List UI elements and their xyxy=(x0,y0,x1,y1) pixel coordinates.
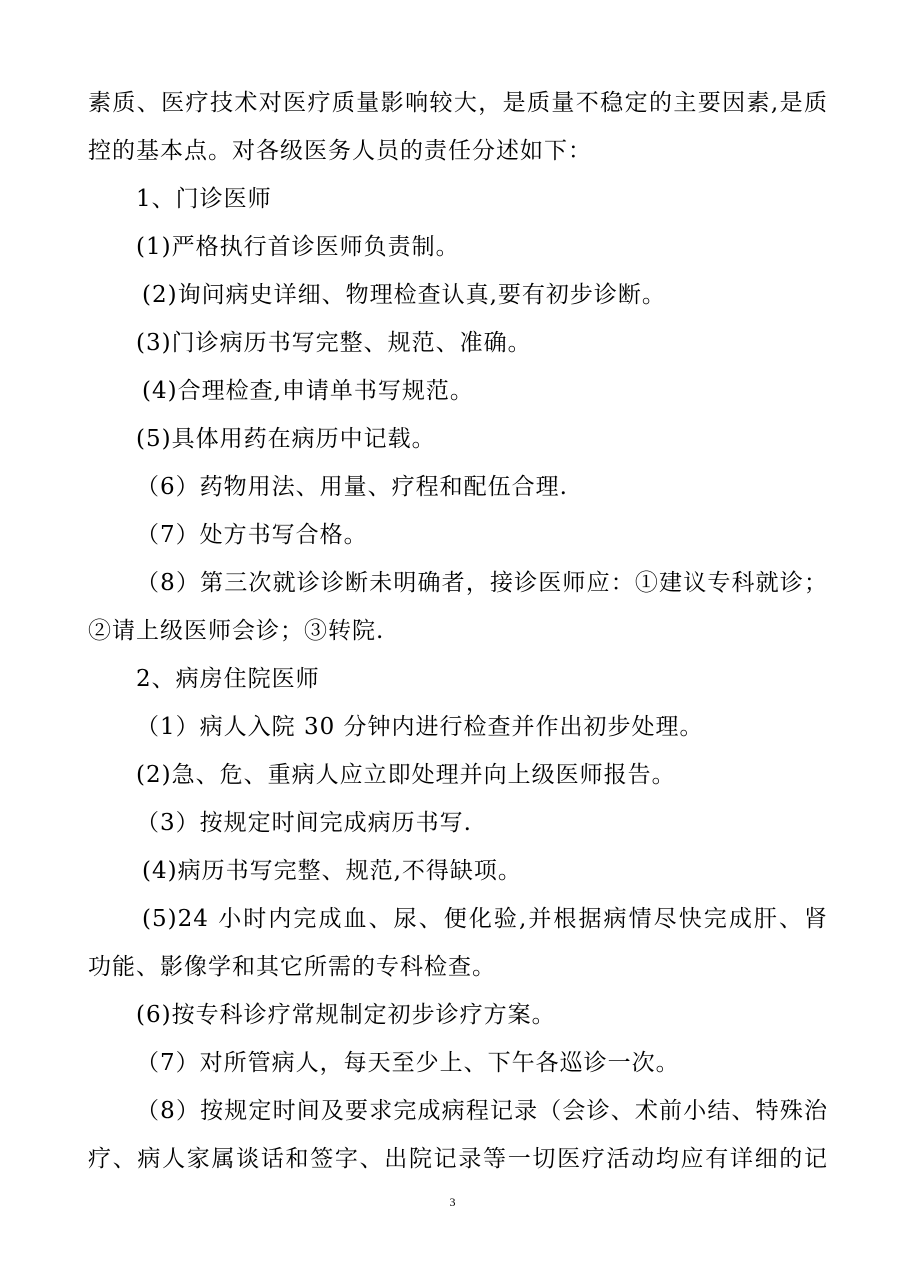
list-item-continuation: ②请上级医师会诊；③转院. xyxy=(88,618,385,644)
section-heading: 2、病房住院医师 xyxy=(136,666,320,692)
list-item: （8）按规定时间及要求完成病程记录（会诊、术前小结、特殊治 xyxy=(136,1098,828,1124)
page-number: 3 xyxy=(449,1195,456,1209)
list-item: (1)严格执行首诊医师负责制。 xyxy=(136,234,460,260)
list-item: （7）对所管病人，每天至少上、下午各巡诊一次。 xyxy=(136,1050,680,1076)
list-item: (2)急、危、重病人应立即处理并向上级医师报告。 xyxy=(136,762,676,788)
list-item: (4)合理检查,申请单书写规范。 xyxy=(142,378,474,404)
list-item: (4)病历书写完整、规范,不得缺项。 xyxy=(142,858,522,884)
paragraph-line: 控的基本点。对各级医务人员的责任分述如下： xyxy=(88,138,592,164)
list-item: （7）处方书写合格。 xyxy=(136,522,368,548)
list-item: (5)具体用药在病历中记载。 xyxy=(136,426,436,452)
list-item-continuation: 疗、病人家属谈话和签字、出院记录等一切医疗活动均应有详细的记 xyxy=(88,1146,828,1172)
paragraph-line: 素质、医疗技术对医疗质量影响较大，是质量不稳定的主要因素,是质 xyxy=(88,90,828,116)
list-item: （6）药物用法、用量、疗程和配伍合理. xyxy=(136,474,568,500)
list-item: （8）第三次就诊诊断未明确者，接诊医师应：①建议专科就诊； xyxy=(136,570,828,596)
list-item: （1）病人入院 30 分钟内进行检查并作出初步处理。 xyxy=(136,714,704,740)
section-heading: 1、门诊医师 xyxy=(136,186,272,212)
list-item: (5)24 小时内完成血、尿、便化验,并根据病情尽快完成肝、肾 xyxy=(142,906,828,932)
list-item: (3)门诊病历书写完整、规范、准确。 xyxy=(136,330,532,356)
list-item-continuation: 功能、影像学和其它所需的专科检查。 xyxy=(88,954,496,980)
list-item: (6)按专科诊疗常规制定初步诊疗方案。 xyxy=(136,1002,556,1028)
list-item: （3）按规定时间完成病历书写. xyxy=(136,810,472,836)
list-item: (2)询问病史详细、物理检查认真,要有初步诊断。 xyxy=(142,282,666,308)
